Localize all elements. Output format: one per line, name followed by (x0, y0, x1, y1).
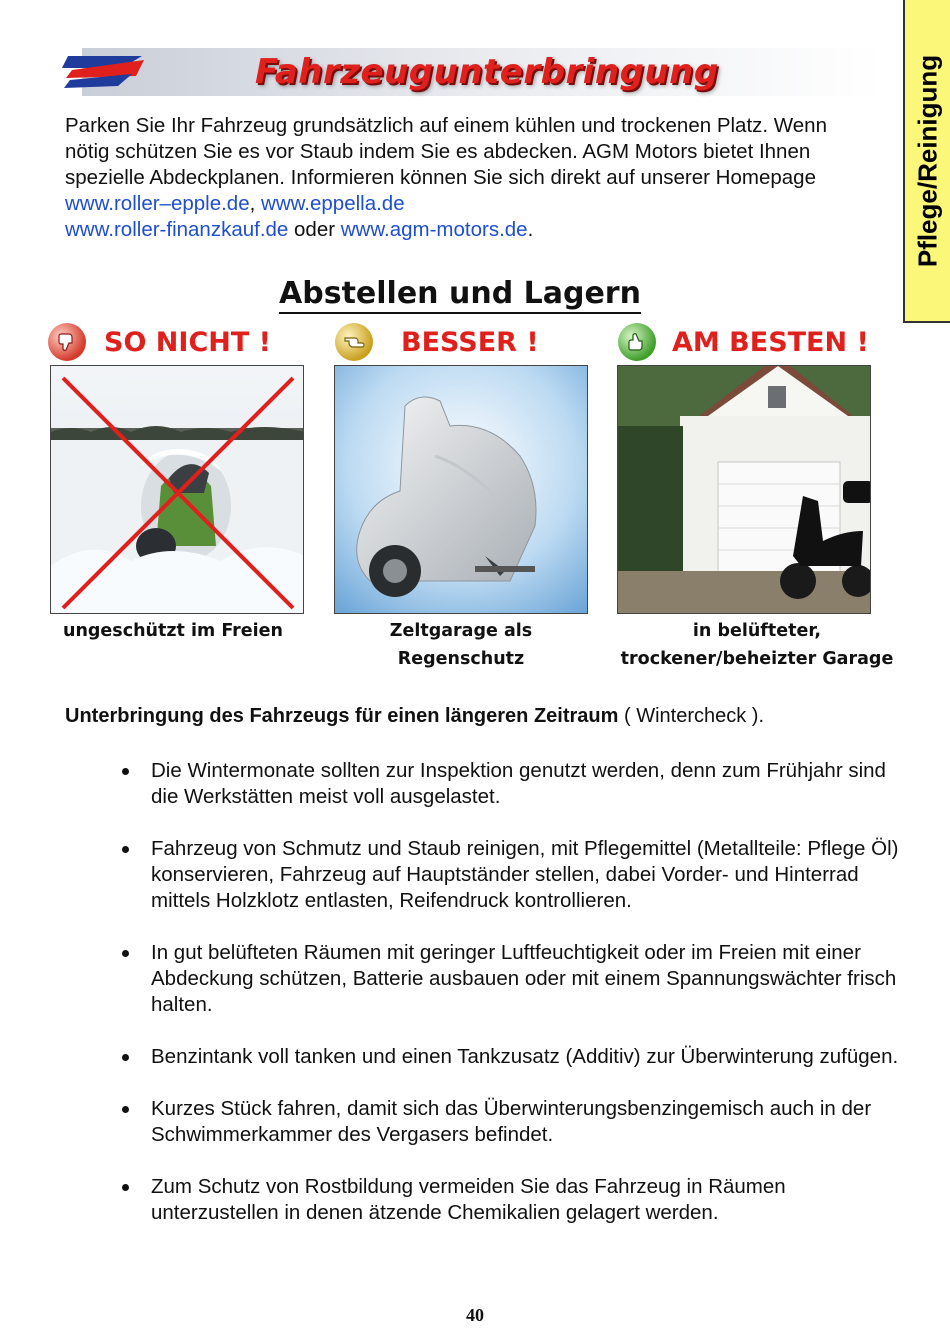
thumbs-sideways-icon (335, 323, 373, 361)
list-item (120, 1044, 900, 1070)
photo-covered-scooter (334, 365, 588, 614)
rating-label: BESSER ! (401, 326, 539, 358)
caption-am-besten (612, 617, 902, 673)
rating-so-nicht (48, 322, 271, 362)
bullet-dot-icon (122, 1184, 129, 1191)
caption-line: ungeschützt im Freien (62, 621, 283, 641)
intro-text: Parken Sie Ihr Fahrzeug grundsätzlich auf einem kühlen und trockenen Platz. Wenn nötig schützen Sie es vor Staub indem Sie es abdecken. AGM Motors bietet Ihnen spezielle Abdeckplanen. Informieren können Sie sich direkt auf unserer Homepage (65, 114, 827, 189)
thumbs-down-icon (48, 323, 86, 361)
rating-label: SO NICHT ! (104, 326, 271, 358)
intro-separator: oder (288, 218, 341, 241)
bullet-text: Zum Schutz von Rostbildung vermeiden Sie das Fahrzeug in Räumen unterzustellen in denen ätzende Chemikalien gelagert werden. (151, 1175, 786, 1224)
section-tab-label: Pflege/Reinigung (912, 54, 942, 267)
bullet-dot-icon (122, 1106, 129, 1113)
link-roller-epple[interactable]: www.roller–epple.de (65, 192, 250, 215)
caption-line: Zeltgarage als (389, 621, 533, 641)
caption-line: in belüfteter, (692, 621, 822, 641)
list-item (120, 836, 900, 914)
link-agm-motors[interactable]: www.agm-motors.de (340, 218, 528, 241)
intro-separator: , (249, 192, 262, 215)
bullet-dot-icon (122, 768, 129, 775)
bullet-text: Die Wintermonate sollten zur Inspektion genutzt werden, denn zum Frühjahr sind die Werkstätten meist voll ausgelastet. (151, 759, 886, 808)
list-item (120, 940, 900, 1018)
storage-heading (65, 705, 764, 728)
bullet-text: Fahrzeug von Schmutz und Staub reinigen, mit Pflegemittel (Metallteile: Pflege Öl) konservieren, Fahrzeug auf Hauptständer stellen, dabei Vorder- und Hinterrad mittels Holzklotz entlasten, Reifendruck kontrollieren. (151, 837, 899, 912)
caption-so-nicht (50, 617, 296, 645)
bullet-dot-icon (122, 846, 129, 853)
section-tab (903, 0, 950, 323)
caption-besser (334, 617, 588, 673)
page-number: 40 (466, 1305, 484, 1325)
section-heading (0, 276, 920, 311)
list-item (120, 1096, 900, 1148)
link-roller-finanzkauf[interactable]: www.roller-finanzkauf.de (65, 218, 289, 241)
storage-bullet-list (120, 758, 900, 1252)
caption-line: Regenschutz (397, 649, 525, 669)
bullet-dot-icon (122, 950, 129, 957)
thumbs-up-icon (618, 323, 656, 361)
list-item (120, 758, 900, 810)
bullet-text: Benzintank voll tanken und einen Tankzusatz (Additiv) zur Überwinterung zufügen. (151, 1045, 899, 1068)
rating-label: AM BESTEN ! (672, 326, 869, 358)
bullet-text: In gut belüfteten Räumen mit geringer Luftfeuchtigkeit oder im Freien mit einer Abdeckung schützen, Batterie ausbauen oder mit einem Spannungswächter frisch halten. (151, 941, 897, 1016)
list-item (120, 1174, 900, 1226)
rating-besser (335, 322, 539, 362)
bullet-text: Kurzes Stück fahren, damit sich das Überwinterungsbenzingemisch auch in der Schwimmerkammer des Vergasers befindet. (151, 1097, 872, 1146)
bullet-dot-icon (122, 1054, 129, 1061)
photo-snow-scooter (50, 365, 304, 614)
rating-am-besten (618, 322, 869, 362)
photo-garage-scooter (617, 365, 871, 614)
intro-end: . (527, 218, 534, 241)
link-eppella[interactable]: www.eppella.de (261, 192, 405, 215)
caption-line: trockener/beheizter Garage (620, 649, 894, 669)
storage-heading-rest: ( Wintercheck ). (618, 705, 764, 727)
intro-paragraph (65, 113, 865, 243)
section-heading-text: Abstellen und Lagern (279, 276, 641, 314)
storage-heading-bold: Unterbringung des Fahrzeugs für einen längeren Zeitraum (65, 705, 619, 727)
page-title: Fahrzeugunterbringung (255, 52, 719, 92)
